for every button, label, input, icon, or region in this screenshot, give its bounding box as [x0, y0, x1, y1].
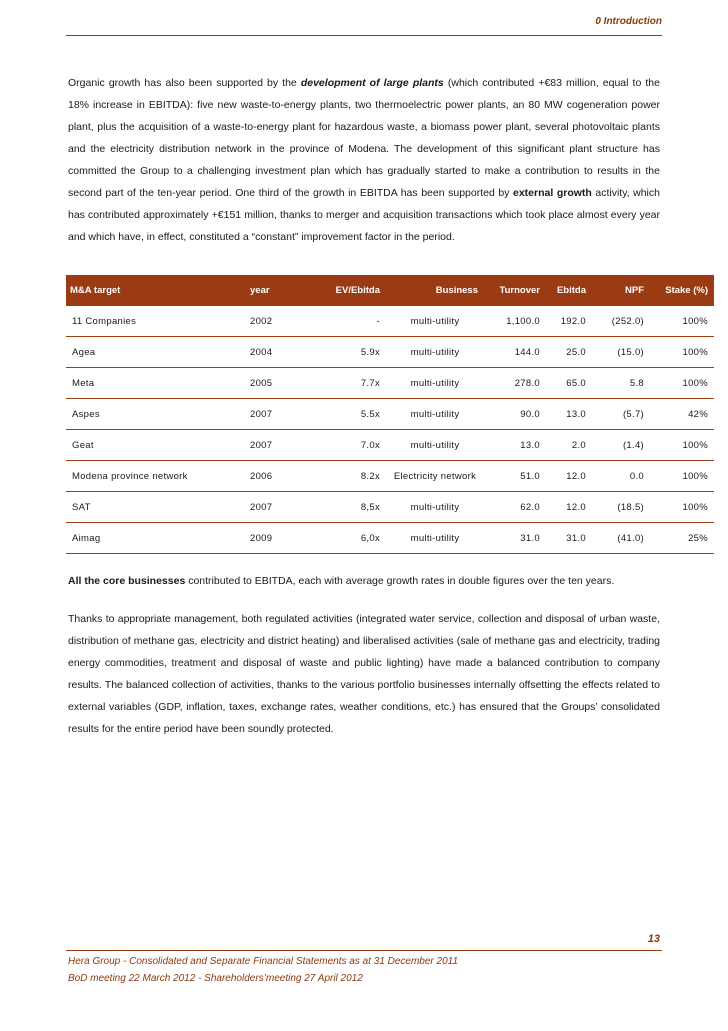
- cell-npf: 0.0: [592, 461, 650, 492]
- cell-npf: (5.7): [592, 399, 650, 430]
- cell-ebitda: 2.0: [546, 430, 592, 461]
- cell-business: multi-utility: [386, 368, 484, 399]
- cell-target: Agea: [66, 337, 244, 368]
- cell-ev-ebitda: 8.2x: [296, 461, 386, 492]
- cell-business: multi-utility: [386, 306, 484, 337]
- cell-target: Aspes: [66, 399, 244, 430]
- cell-stake: 100%: [650, 492, 714, 523]
- cell-year: 2009: [244, 523, 296, 554]
- cell-target: Meta: [66, 368, 244, 399]
- cell-ev-ebitda: 6,0x: [296, 523, 386, 554]
- col-header-business: Business: [386, 275, 484, 306]
- col-header-ebitda: Ebitda: [546, 275, 592, 306]
- cell-business: multi-utility: [386, 492, 484, 523]
- cell-year: 2007: [244, 492, 296, 523]
- cell-ebitda: 25.0: [546, 337, 592, 368]
- ma-targets-table: [66, 275, 708, 554]
- cell-ebitda: 12.0: [546, 492, 592, 523]
- paragraph-management: Thanks to appropriate management, both regulated activities (integrated water service, collection and disposal of urban waste, distribution of methane gas, electricity and district heating) and liberalised activities (sale of methane gas and electricity, trading energy commodities, treatment and disposal of waste and public lighting) have made a balanced contribution to company results. The balanced collection of activities, thanks to the various portfolio businesses internally offsetting the effects related to external variables (GDP, inflation, taxes, exchange rates, weather conditions, etc.) has ensured that the Groups’ consolidated results for the entire period have been soundly protected.: [68, 613, 660, 735]
- cell-ev-ebitda: 5.9x: [296, 337, 386, 368]
- cell-turnover: 51.0: [484, 461, 546, 492]
- cell-npf: (15.0): [592, 337, 650, 368]
- table-row: [66, 368, 714, 399]
- text-span: activity, which has contributed approximately +€151 million, thanks to merger and acquisition transactions which took place almost every year and which have, in effect, constituted a “constant” improvement factor in the period.: [68, 187, 660, 243]
- footer-meeting-dates: BoD meeting 22 March 2012 - Shareholders’meeting 27 April 2012: [68, 973, 363, 984]
- footer-document-title: Hera Group - Consolidated and Separate Financial Statements as at 31 December 2011: [68, 956, 459, 967]
- cell-stake: 42%: [650, 399, 714, 430]
- col-header-year: year: [244, 275, 296, 306]
- cell-turnover: 13.0: [484, 430, 546, 461]
- paragraph-organic-growth: [68, 72, 660, 248]
- table-row: [66, 492, 714, 523]
- cell-target: SAT: [66, 492, 244, 523]
- emphasis-external-growth: external growth: [513, 187, 592, 199]
- cell-npf: (41.0): [592, 523, 650, 554]
- cell-stake: 100%: [650, 306, 714, 337]
- cell-npf: (1.4): [592, 430, 650, 461]
- cell-business: multi-utility: [386, 430, 484, 461]
- emphasis-core-businesses: All the core businesses: [68, 575, 186, 587]
- cell-stake: 100%: [650, 368, 714, 399]
- table-row: [66, 461, 714, 492]
- cell-stake: 100%: [650, 430, 714, 461]
- cell-year: 2006: [244, 461, 296, 492]
- cell-turnover: 144.0: [484, 337, 546, 368]
- text-span: Organic growth has also been supported by the: [68, 77, 301, 89]
- col-header-npf: NPF: [592, 275, 650, 306]
- cell-ev-ebitda: 7.0x: [296, 430, 386, 461]
- cell-year: 2005: [244, 368, 296, 399]
- cell-business: multi-utility: [386, 337, 484, 368]
- paragraph-core-businesses: [68, 570, 660, 592]
- text-span: (which contributed +€83 million, equal to the 18% increase in EBITDA): five new waste-to-energy plants, two thermoelectric power plants, an 80 MW cogeneration power plant, plus the acquisition of a waste-to-energy plant for hazardous waste, a biomass power plant, several photovoltaic plants and the electricity distribution network in the province of Modena. The development of this significant plant structure has committed the Group to a challenging investment plan which has gradually started to make a contribution to results in the second part of the ten-year period. One third of the growth in EBITDA has been supported by: [68, 77, 660, 199]
- cell-ebitda: 31.0: [546, 523, 592, 554]
- cell-ev-ebitda: 5.5x: [296, 399, 386, 430]
- cell-ebitda: 13.0: [546, 399, 592, 430]
- cell-turnover: 62.0: [484, 492, 546, 523]
- cell-turnover: 31.0: [484, 523, 546, 554]
- table-row: [66, 523, 714, 554]
- col-header-turnover: Turnover: [484, 275, 546, 306]
- cell-npf: 5.8: [592, 368, 650, 399]
- emphasis-large-plants: development of large plants: [300, 77, 444, 89]
- page-number: 13: [647, 933, 660, 945]
- header-divider: [66, 35, 662, 36]
- cell-turnover: 278.0: [484, 368, 546, 399]
- cell-business: multi-utility: [386, 523, 484, 554]
- table-row: [66, 430, 714, 461]
- cell-ev-ebitda: -: [296, 306, 386, 337]
- cell-ev-ebitda: 8,5x: [296, 492, 386, 523]
- cell-turnover: 1,100.0: [484, 306, 546, 337]
- cell-npf: (18.5): [592, 492, 650, 523]
- cell-stake: 25%: [650, 523, 714, 554]
- cell-business: multi-utility: [386, 399, 484, 430]
- cell-npf: (252.0): [592, 306, 650, 337]
- footer-divider: [66, 950, 662, 951]
- cell-target: Geat: [66, 430, 244, 461]
- text-span: contributed to EBITDA, each with average growth rates in double figures over the ten years.: [185, 575, 615, 587]
- cell-stake: 100%: [650, 337, 714, 368]
- cell-year: 2004: [244, 337, 296, 368]
- cell-target: Modena province network: [66, 461, 244, 492]
- col-header-ev-ebitda: EV/Ebitda: [296, 275, 386, 306]
- cell-ebitda: 12.0: [546, 461, 592, 492]
- table-row: [66, 337, 714, 368]
- cell-year: 2007: [244, 430, 296, 461]
- col-header-target: M&A target: [66, 275, 244, 306]
- cell-ebitda: 65.0: [546, 368, 592, 399]
- cell-year: 2002: [244, 306, 296, 337]
- cell-stake: 100%: [650, 461, 714, 492]
- col-header-stake: Stake (%): [650, 275, 714, 306]
- table-header-row: [66, 275, 714, 306]
- cell-business: Electricity network: [386, 461, 484, 492]
- cell-year: 2007: [244, 399, 296, 430]
- section-title: 0 Introduction: [595, 16, 662, 27]
- cell-target: Aimag: [66, 523, 244, 554]
- cell-turnover: 90.0: [484, 399, 546, 430]
- cell-target: 11 Companies: [66, 306, 244, 337]
- table-body: [66, 306, 714, 554]
- table-row: [66, 306, 714, 337]
- table-row: [66, 399, 714, 430]
- cell-ev-ebitda: 7.7x: [296, 368, 386, 399]
- cell-ebitda: 192.0: [546, 306, 592, 337]
